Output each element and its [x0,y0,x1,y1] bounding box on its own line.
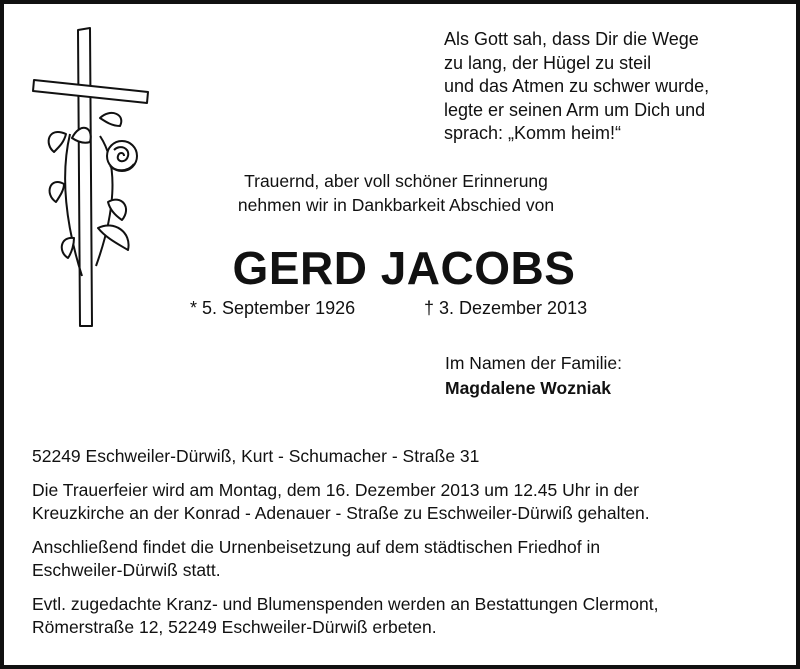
intro-line: nehmen wir in Dankbarkeit Abschied von [237,195,555,215]
intro-line: Trauernd, aber voll schöner Erinnerung [244,171,548,191]
birth-date: * 5. September 1926 [190,298,356,318]
poem-line: legte er seinen Arm um Dich und [444,99,706,120]
intro-text [180,169,612,217]
paragraph-line: Die Trauerfeier wird am Montag, dem 16. Dezember 2013 um 12.45 Uhr in der [32,479,639,500]
burial-paragraph [32,536,784,583]
family-signature [445,351,622,401]
paragraph-line: Römerstraße 12, 52249 Eschweiler-Dürwiß erbeten. [32,617,437,637]
poem-line: und das Atmen zu schwer wurde, [444,76,710,96]
deceased-name: GERD JACOBS [232,242,576,294]
family-label: Im Namen der Familie: [445,353,622,373]
address: 52249 Eschweiler-Dürwiß, Kurt - Schumacher - Straße 31 [32,446,480,466]
paragraph-line: Evtl. zugedachte Kranz- und Blumenspenden werden an Bestattungen Clermont, [32,593,659,614]
donation-paragraph [32,593,784,640]
paragraph-line: Anschließend findet die Urnenbeisetzung auf dem städtischen Friedhof in [32,536,601,557]
paragraph-line: Kreuzkirche an der Konrad - Adenauer - Straße zu Eschweiler-Dürwiß gehalten. [32,503,650,523]
death-date: † 3. Dezember 2013 [424,298,588,318]
cross-with-rose-icon [30,26,152,328]
family-name: Magdalene Wozniak [445,378,611,398]
poem-line: Als Gott sah, dass Dir die Wege [444,29,699,49]
poem-line: zu lang, der Hügel zu steil [444,52,652,73]
notice-details [32,445,784,650]
paragraph-line: Eschweiler-Dürwiß statt. [32,560,221,580]
poem [444,28,709,146]
funeral-paragraph [32,479,784,526]
poem-line: sprach: „Komm heim!“ [444,123,622,143]
